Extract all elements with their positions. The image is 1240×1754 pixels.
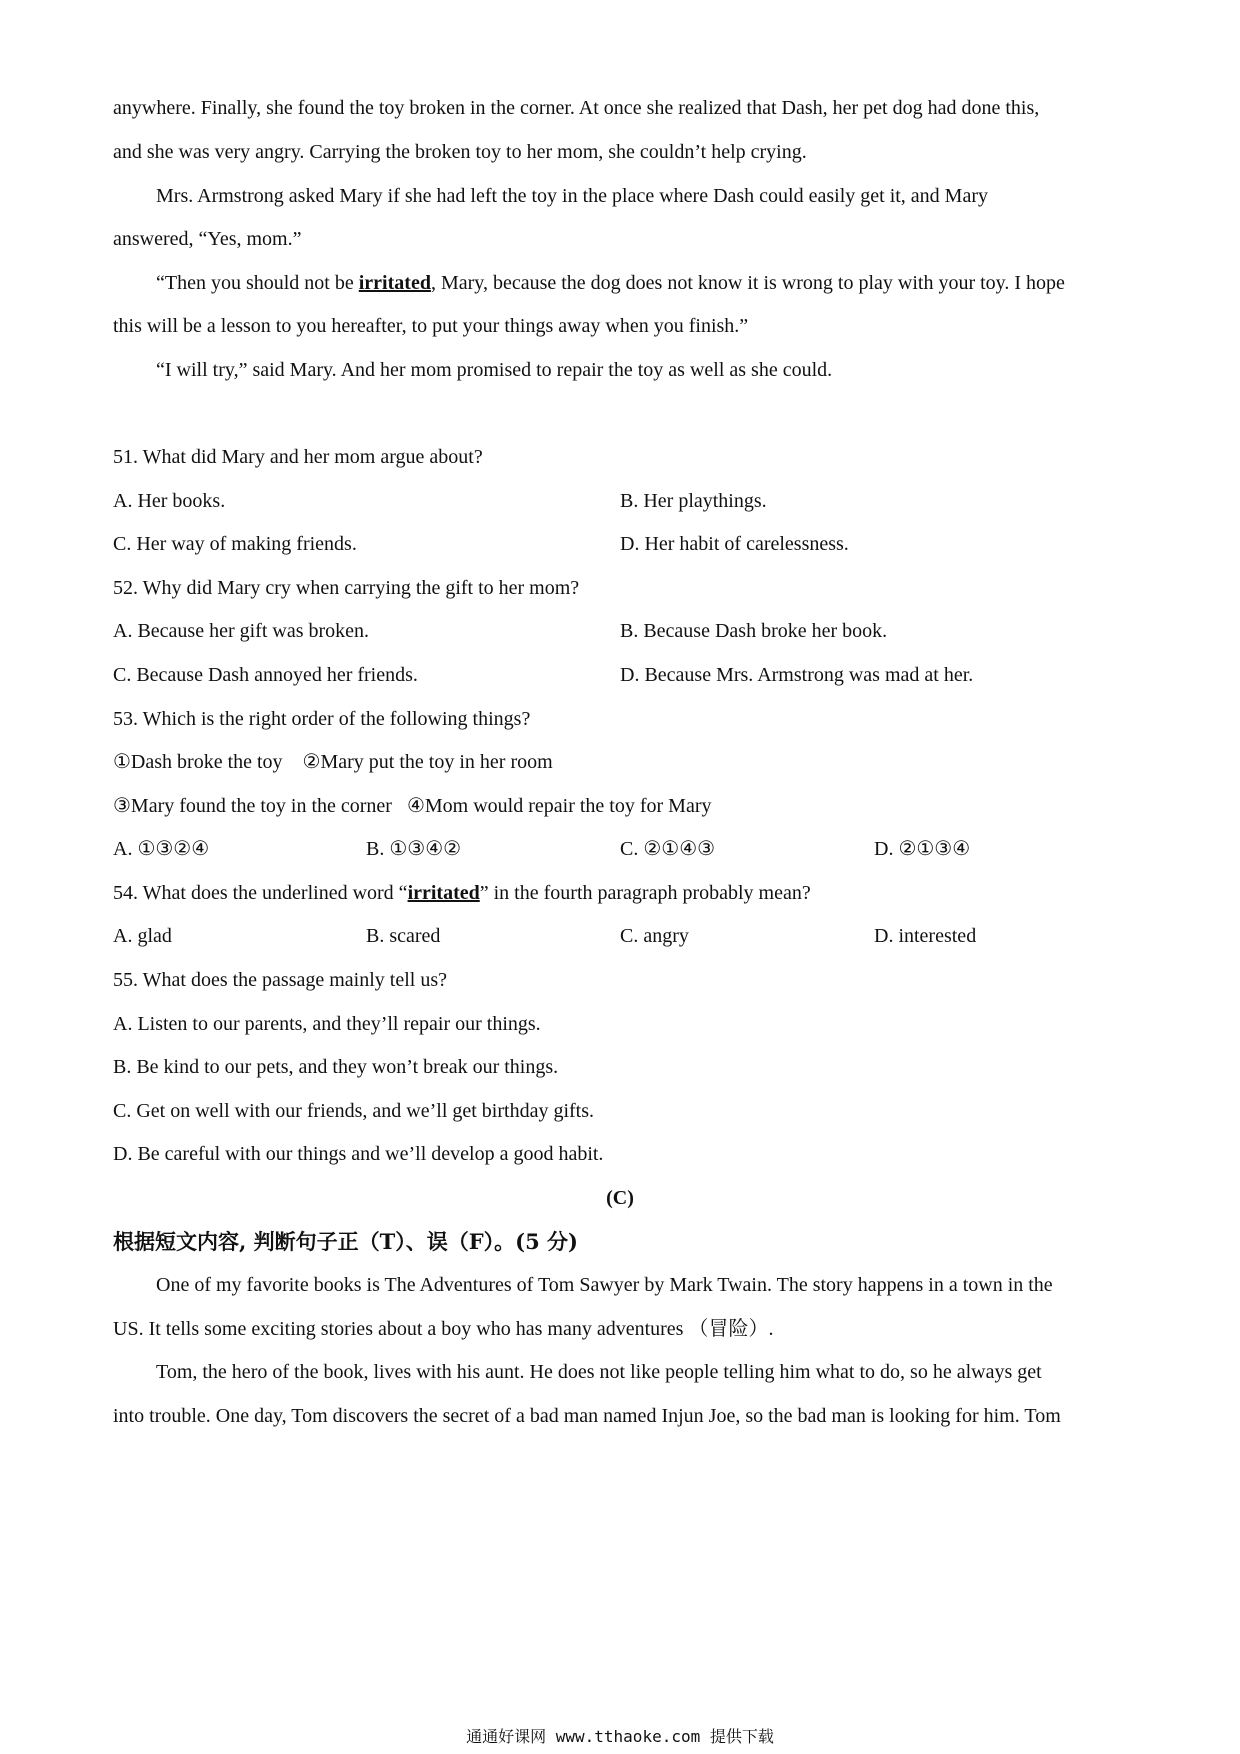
- passage-line: “I will try,” said Mary. And her mom promised to repair the toy as well as she could.: [156, 359, 833, 381]
- option-d: D. Be careful with our things and we’ll develop a good habit.: [113, 1143, 604, 1165]
- section-instruction: 根据短文内容, 判断句子正（T）、误（F）。(5 分): [113, 1229, 578, 1254]
- option-c: C. ②①④③: [620, 838, 716, 860]
- option-d: D. ②①③④: [874, 838, 971, 860]
- option-d: D. interested: [874, 925, 977, 947]
- passage-line: [156, 269, 1136, 297]
- option-c: C. Because Dash annoyed her friends.: [113, 664, 418, 686]
- underlined-word: irritated: [407, 882, 480, 904]
- passage-line: US. It tells some exciting stories about a boy who has many adventures （冒险）.: [113, 1318, 774, 1340]
- passage-line: this will be a lesson to you hereafter, to put your things away when you finish.”: [113, 315, 749, 337]
- passage-line: answered, “Yes, mom.”: [113, 228, 302, 250]
- passage-line: into trouble. One day, Tom discovers the secret of a bad man named Injun Joe, so the bad man is looking for him. Tom: [113, 1405, 1061, 1427]
- option-b: B. ①③④②: [366, 838, 462, 860]
- event-list-line: ①Dash broke the toy ②Mary put the toy in her room: [113, 751, 553, 773]
- passage-line: Mrs. Armstrong asked Mary if she had left the toy in the place where Dash could easily get it, and Mary: [156, 185, 989, 207]
- option-b: B. Because Dash broke her book.: [620, 620, 888, 642]
- text-span: “Then you should not be: [156, 272, 359, 294]
- option-a: A. ①③②④: [113, 838, 210, 860]
- question-stem: 55. What does the passage mainly tell us?: [113, 969, 447, 991]
- passage-line: One of my favorite books is The Adventures of Tom Sawyer by Mark Twain. The story happens in a town in the: [156, 1274, 1053, 1296]
- question-stem: 52. Why did Mary cry when carrying the gift to her mom?: [113, 577, 580, 599]
- text-span: 54. What does the underlined word “: [113, 882, 408, 904]
- section-label: (C): [606, 1187, 634, 1209]
- option-a: A. Listen to our parents, and they’ll repair our things.: [113, 1013, 541, 1035]
- option-c: C. angry: [620, 925, 689, 947]
- question-stem: [113, 879, 1133, 907]
- option-a: A. Because her gift was broken.: [113, 620, 370, 642]
- underlined-word: irritated: [358, 272, 431, 294]
- footer-watermark: 通通好课网 www.tthaoke.com 提供下载: [466, 1727, 774, 1746]
- text-span: ” in the fourth paragraph probably mean?: [479, 882, 811, 904]
- passage-line: Tom, the hero of the book, lives with his aunt. He does not like people telling him what to do, so he always get: [156, 1361, 1042, 1383]
- option-a: A. glad: [113, 925, 172, 947]
- option-c: C. Get on well with our friends, and we’ll get birthday gifts.: [113, 1100, 595, 1122]
- question-stem: 51. What did Mary and her mom argue about?: [113, 446, 483, 468]
- option-c: C. Her way of making friends.: [113, 533, 357, 555]
- question-stem: 53. Which is the right order of the following things?: [113, 708, 531, 730]
- event-list-line: ③Mary found the toy in the corner ④Mom would repair the toy for Mary: [113, 795, 712, 817]
- option-a: A. Her books.: [113, 490, 226, 512]
- option-b: B. scared: [366, 925, 441, 947]
- option-b: B. Her playthings.: [620, 490, 767, 512]
- passage-line: anywhere. Finally, she found the toy broken in the corner. At once she realized that Dash, her pet dog had done this,: [113, 97, 1040, 119]
- option-d: D. Because Mrs. Armstrong was mad at her.: [620, 664, 974, 686]
- option-d: D. Her habit of carelessness.: [620, 533, 849, 555]
- text-span: , Mary, because the dog does not know it is wrong to play with your toy. I hope: [430, 272, 1065, 294]
- passage-line: and she was very angry. Carrying the broken toy to her mom, she couldn’t help crying.: [113, 141, 807, 163]
- option-b: B. Be kind to our pets, and they won’t break our things.: [113, 1056, 559, 1078]
